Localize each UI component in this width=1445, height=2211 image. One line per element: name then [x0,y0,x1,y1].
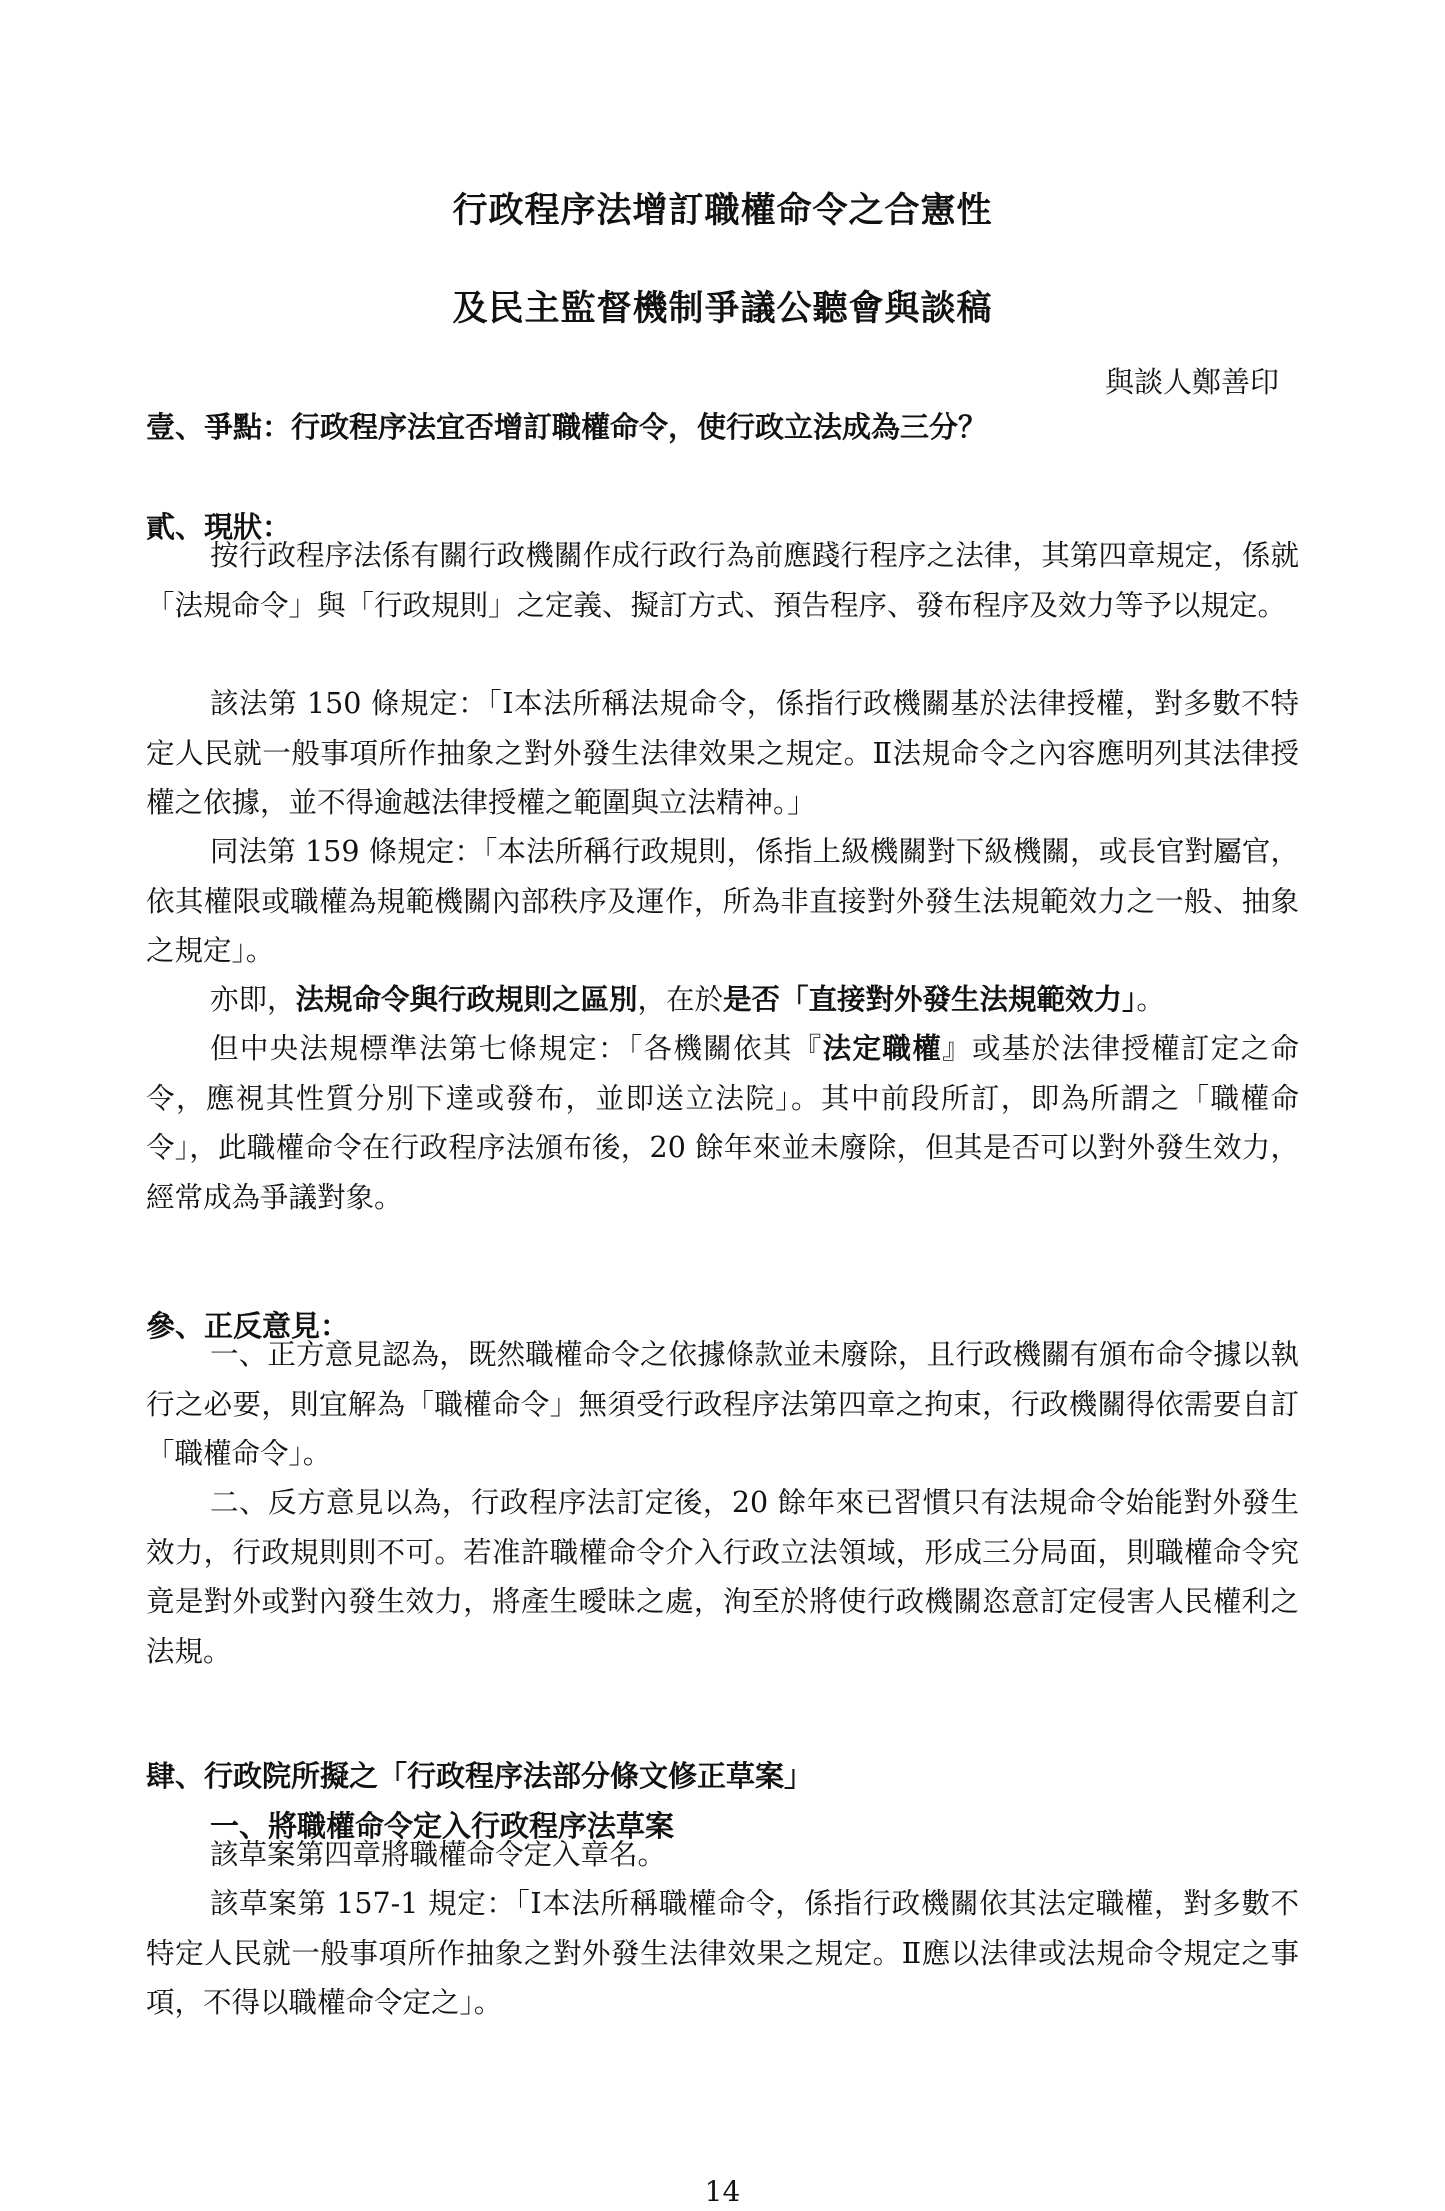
section-3-paragraph-2: 二、反方意見以為，行政程序法訂定後，20 餘年來已習慣只有法規命令始能對外發生效力，行政規則則不可。若准許職權命令介入行政立法領域，形成三分局面，則職權命令究竟是對外或對內發生效力，將產生曖昧之處，洵至於將使行政機關恣意訂定侵害人民權利之法規。 [146,1486,1299,1668]
section-2-paragraph-3: 同法第 159 條規定：「本法所稱行政規則，係指上級機關對下級機關，或長官對屬官，依其權限或職權為規範機關內部秩序及運作，所為非直接對外發生法規範效力之一般、抽象之規定」。 [146,835,1299,967]
section-2-paragraph-2: 該法第 150 條規定：「Ⅰ本法所稱法規命令，係指行政機關基於法律授權，對多數不特定人民就一般事項所作抽象之對外發生法律效果之規定。Ⅱ法規命令之內容應明列其法律授權之依據，並不得逾越法律授權之範圍與立法精神。」 [146,687,1299,819]
page-number: 14 [704,2175,741,2208]
speaker-name: 與談人鄭善印 [1104,365,1279,399]
section-2-heading: 貳、現狀： [146,510,292,544]
section-3-paragraph-1: 一、正方意見認為，既然職權命令之依據條款並未廢除，且行政機關有頒布命令據以執行之必要，則宜解為「職權命令」無須受行政程序法第四章之拘束，行政機關得依需要自訂「職權命令」。 [146,1338,1299,1470]
section-2-paragraph-4: 亦即，法規命令與行政規則之區別，在於是否「直接對外發生法規範效力」。 [210,983,1165,1016]
emphasis-distinction: 法規命令與行政規則之區別 [295,983,638,1016]
emphasis-criterion: 是否「直接對外發生法規範效力」 [723,983,1137,1016]
section-1-heading: 壹、爭點：行政程序法宜否增訂職權命令，使行政立法成為三分？ [146,410,988,444]
section-4-heading: 肆、行政院所擬之「行政程序法部分條文修正草案」 [146,1759,814,1793]
section-4-paragraph-1: 該草案第四章將職權命令定入章名。 [210,1838,667,1871]
emphasis-statutory-authority: 法定職權 [822,1032,943,1065]
section-3-heading: 參、正反意見： [146,1309,350,1343]
document-title-line-2: 及民主監督機制爭議公聽會與談稿 [452,289,993,329]
section-2-paragraph-1: 按行政程序法係有關行政機關作成行政行為前應踐行程序之法律，其第四章規定，係就「法規命令」與「行政規則」之定義、擬訂方式、預告程序、發布程序及效力等予以規定。 [146,539,1299,622]
section-4-paragraph-2: 該草案第 157-1 規定：「Ⅰ本法所稱職權命令，係指行政機關依其法定職權，對多數不特定人民就一般事項所作抽象之對外發生法律效果之規定。Ⅱ應以法律或法規命令規定之事項，不得以職權命令定之」。 [146,1887,1299,2019]
document-title-line-1: 行政程序法增訂職權命令之合憲性 [452,191,993,231]
section-4-subheading: 一、將職權命令定入行政程序法草案 [210,1809,675,1843]
section-2-paragraph-5: 但中央法規標準法第七條規定：「各機關依其『法定職權』或基於法律授權訂定之命令，應視其性質分別下達或發布，並即送立法院」。其中前段所訂，即為所謂之「職權命令」，此職權命令在行政程序法頒布後，20 餘年來並未廢除，但其是否可以對外發生效力，經常成為爭議對象。 [146,1032,1299,1214]
